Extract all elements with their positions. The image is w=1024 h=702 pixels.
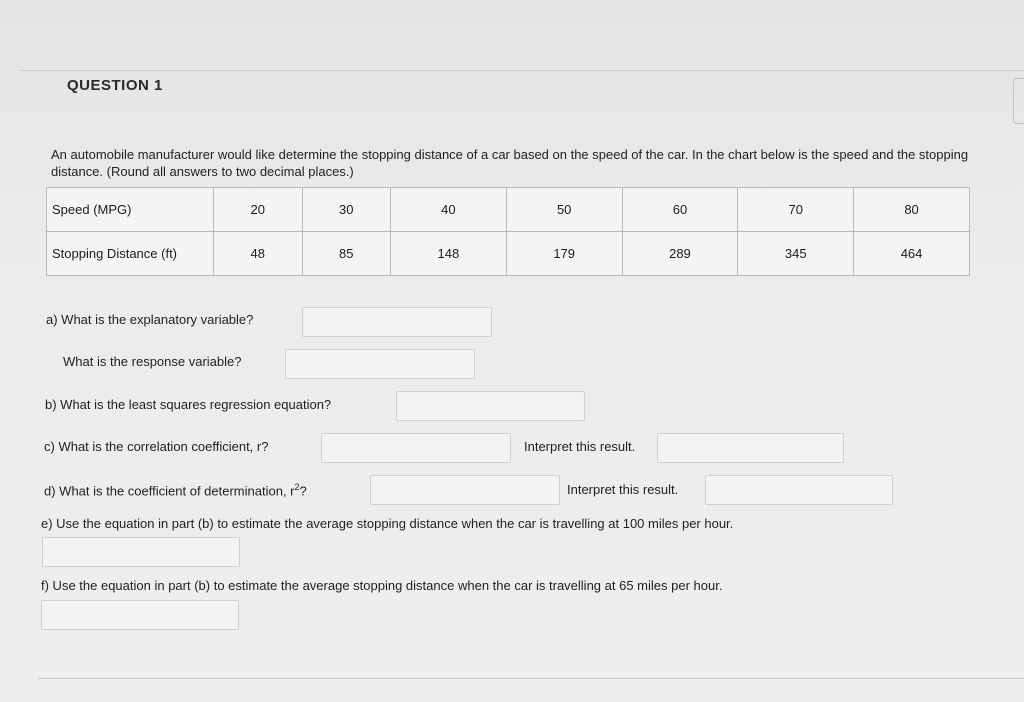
data-table — [46, 187, 970, 276]
table-cell: 60 — [622, 188, 738, 232]
table-cell: 289 — [622, 232, 738, 276]
table-cell: 85 — [302, 232, 391, 276]
interpret-c-label: Interpret this result. — [524, 439, 636, 454]
table-cell: 50 — [506, 188, 622, 232]
question-a-response: What is the response variable? — [63, 354, 242, 369]
question-d-exponent: 2 — [294, 482, 300, 492]
table-cell: 148 — [391, 232, 507, 276]
top-divider — [20, 70, 1024, 71]
interpret-c-input[interactable] — [657, 433, 844, 463]
coefficient-determination-input[interactable] — [370, 475, 560, 505]
question-title: QUESTION 1 — [67, 77, 163, 94]
bottom-divider — [38, 678, 1024, 679]
table-cell: 30 — [302, 188, 391, 232]
row-header-distance: Stopping Distance (ft) — [47, 232, 214, 276]
table-cell: 345 — [738, 232, 854, 276]
table-row — [47, 232, 970, 276]
interpret-d-label: Interpret this result. — [567, 482, 679, 497]
table-row — [47, 188, 970, 232]
table-cell: 70 — [738, 188, 854, 232]
question-intro: An automobile manufacturer would like determine the stopping distance of a car based on the speed of the car. In the chart below is the speed and the stopping distance. (Round all answers to two decimal places.) — [51, 147, 969, 179]
question-d-text: d) What is the coefficient of determination, r — [44, 483, 295, 499]
question-c: c) What is the correlation coefficient, r? — [44, 439, 269, 454]
table-cell: 40 — [391, 188, 507, 232]
row-header-speed: Speed (MPG) — [47, 188, 214, 232]
table-cell: 80 — [854, 188, 970, 232]
response-variable-input[interactable] — [285, 349, 475, 379]
scroll-edge — [1013, 78, 1024, 124]
question-d — [44, 482, 307, 498]
question-f: f) Use the equation in part (b) to estimate the average stopping distance when the car is travelling at 65 miles per hour. — [41, 578, 723, 593]
table-cell: 48 — [214, 232, 303, 276]
regression-equation-input[interactable] — [396, 391, 585, 421]
question-d-suffix: ? — [299, 483, 307, 499]
question-b: b) What is the least squares regression equation? — [45, 397, 332, 412]
correlation-coefficient-input[interactable] — [321, 433, 511, 463]
question-e: e) Use the equation in part (b) to estimate the average stopping distance when the car is travelling at 100 miles per hour. — [41, 516, 734, 531]
estimate-100mph-input[interactable] — [42, 537, 240, 567]
explanatory-variable-input[interactable] — [302, 307, 492, 337]
table-cell: 20 — [214, 188, 303, 232]
question-a-explanatory: a) What is the explanatory variable? — [46, 312, 254, 327]
table-cell: 179 — [506, 232, 622, 276]
estimate-65mph-input[interactable] — [41, 600, 239, 630]
table-cell: 464 — [854, 232, 970, 276]
interpret-d-input[interactable] — [705, 475, 893, 505]
